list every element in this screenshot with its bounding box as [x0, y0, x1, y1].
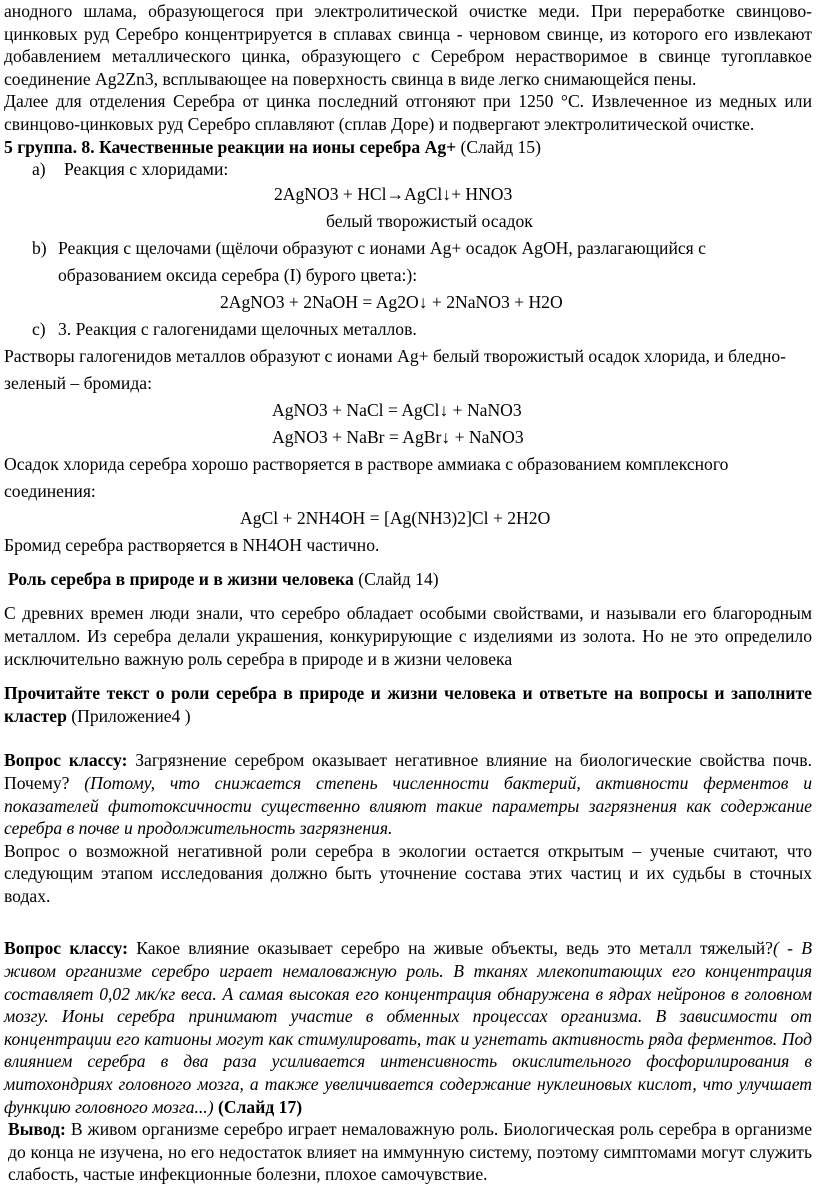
- equation-ammonia-complex: AgCl + 2NH4OH = [Ag(NH3)2]Cl + 2H2O: [240, 507, 551, 528]
- answer-text: ( - В живом организме серебро играет немаловажную роль. В тканях млекопитающих его концентрация составляет 0,02 мк/кг веса. А самая высокая его концентрация обнаружена в ядрах нейронов в головном мозгу. Ионы серебра принимают участие в обменных процессах организма. В зависимости от концентрации его катионы могут как стимулировать, так и угнетать активность ряда ферментов. Под влиянием серебра в два раза усиливается интенсивность окислительного фосфорилирования в митохондриях головного мозга, а также увеличивается содержание нуклеиновых кислот, что улучшает функцию головного мозга...): [4, 938, 812, 1117]
- list-item-alkalis: [4, 235, 812, 289]
- list-item-chlorides: [4, 158, 812, 181]
- section-heading-role: [4, 568, 812, 591]
- task-instruction: [4, 682, 812, 727]
- slide-ref: (Слайд 14): [353, 568, 439, 589]
- paragraph-bromide: Бромид серебра растворяется в NH4OH частично.: [4, 534, 380, 555]
- task-appendix: (Приложение4 ): [66, 705, 191, 726]
- list-marker: c): [32, 318, 46, 339]
- slide-ref: (Слайд 17): [213, 1096, 303, 1117]
- paragraph-silver-extraction: анодного шлама, образующегося при электролитической очистке меди. При переработке свинцово-цинковых руд Серебро концентрируется в сплавах свинца - черновом свинце, из которого его извлекают добавлением металлического цинка, образующего с Серебром нерастворимое в свинце тугоплавкое соединение Ag2Zn3, всплывающее на поверхность свинца в виде легко снимающейся пены.: [4, 1, 812, 89]
- list-item-halides: [4, 316, 812, 343]
- list-marker: b): [32, 237, 47, 258]
- task-bold: Прочитайте текст о роли серебра в природе и жизни человека и ответьте на вопросы и заполните кластер: [4, 683, 812, 726]
- question-label: Вопрос классу:: [4, 938, 128, 959]
- paragraph-ecology: Вопрос о возможной негативной роли серебра в экологии остается открытым – ученые считают, что следующим этапом исследования должно быть уточнение состава этих частиц и их судьбы в сточных водах.: [4, 840, 812, 906]
- question-text: Загрязнение серебром оказывает негативное влияние на биологические свойства почв. Почему?: [4, 750, 812, 793]
- paragraph-conclusion: [4, 1118, 812, 1186]
- question-label: Вопрос классу:: [4, 750, 128, 771]
- conclusion-label: Вывод:: [8, 1119, 66, 1140]
- question-text: Какое влияние оказывает серебро на живые объекты, ведь это металл тяжелый?: [127, 938, 773, 959]
- equation-sodium-chloride: AgNO3 + NaCl = AgCl↓ + NaNO3: [272, 399, 522, 420]
- list-item-text: 3. Реакция с галогенидами щелочных металлов.: [58, 318, 417, 339]
- list-marker: а): [32, 159, 46, 180]
- role-title: Роль серебра в природе и в жизни человека: [8, 568, 354, 589]
- answer-text: (Потому, что снижается степень численности бактерий, активности ферментов и показателей фитотоксичности существенно влияют такие параметры загрязнения как содержание серебра в почве и продолжительность загрязнения.: [4, 772, 813, 839]
- equation-note: белый творожистый осадок: [326, 210, 533, 231]
- equation-chloride: 2AgNO3 + HCl→AgCl↓+ HNO3: [274, 183, 513, 204]
- list-item-text: Реакция с хлоридами:: [64, 159, 229, 180]
- equation-sodium-bromide: AgNO3 + NaBr = AgBr↓ + NaNO3: [272, 426, 524, 447]
- conclusion-text: В живом организме серебро играет немаловажную роль. Биологическая роль серебра в организме до конца не изучена, но его недостаток влияет на иммунную систему, поэтому симптомами могут служить слабость, частые инфекционные болезни, плохое самочувствие.: [8, 1119, 812, 1185]
- section-title: 5 группа. 8. Качественные реакции на ионы серебра Ag+: [4, 136, 457, 157]
- paragraph-ammonia: Осадок хлорида серебра хорошо растворяется в растворе аммиака с образованием комплексного соединения:: [4, 453, 729, 501]
- paragraph-halides: Растворы галогенидов металлов образуют с ионами Ag+ белый творожистый осадок хлорида, и бледно-зеленый – бромида:: [4, 345, 787, 393]
- question-soil: [4, 749, 812, 839]
- list-item-text: Реакция с щелочами (щёлочи образуют с ионами Ag+ осадок AgOH, разлагающийся с образованием оксида серебра (I) бурого цвета:):: [58, 237, 706, 285]
- paragraph-role-intro: С древних времен люди знали, что серебро обладает особыми свойствами, и называли его благородным металлом. Из серебра делали украшения, конкурирующие с изделиями из золота. Но не это определило исключительно важную роль серебра в природе и в жизни человека: [4, 603, 812, 669]
- question-living-objects: [4, 937, 812, 1118]
- equation-alkali: 2AgNO3 + 2NaOH = Ag2O↓ + 2NaNO3 + H2O: [220, 291, 563, 312]
- paragraph-silver-separation: Далее для отделения Серебра от цинка последний отгоняют при 1250 °С. Извлеченное из медных или свинцово-цинковых руд Серебро сплавляют (сплав Доре) и подвергают электролитической очистке.: [4, 91, 812, 134]
- slide-ref: (Слайд 15): [456, 136, 541, 157]
- section-heading-reactions: [4, 136, 812, 159]
